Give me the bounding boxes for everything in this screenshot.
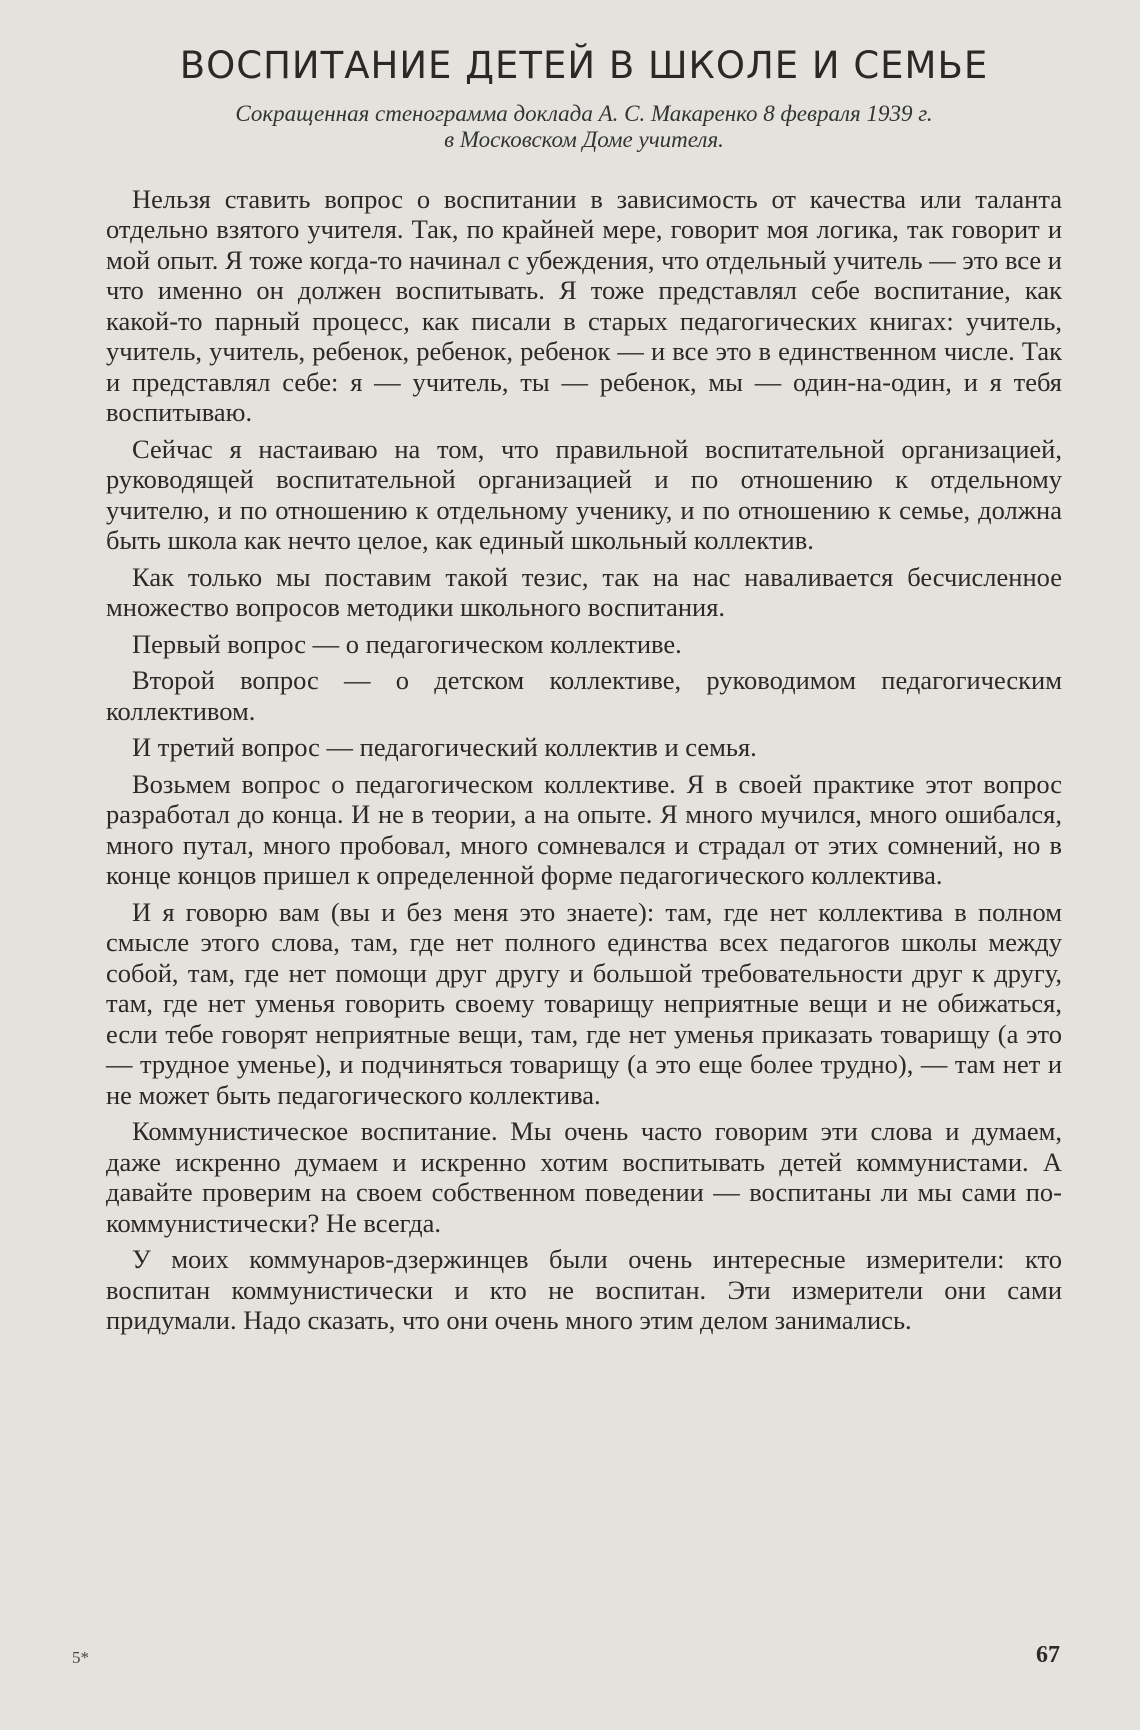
paragraph: Сейчас я настаиваю на том, что правильной воспитательной организацией, руководящей воспитательной организацией и по отношению к отдельному учителю, и по отношению к отдельному ученику, и по отношению к семье, должна быть школа как нечто целое, как единый школьный коллектив. — [106, 433, 1062, 556]
page-number: 67 — [1036, 1642, 1060, 1668]
paragraph: Первый вопрос — о педагогическом коллективе. — [132, 628, 682, 659]
subtitle-line-1: Сокращенная стенограмма доклада А. С. Макаренко 8 февраля 1939 г. — [235, 101, 933, 126]
paragraph: И третий вопрос — педагогический коллектив и семья. — [132, 732, 757, 763]
article-subtitle — [106, 101, 1062, 154]
paragraph: Нельзя ставить вопрос о воспитании в зависимость от качества или таланта отдельно взятого учителя. Так, по крайней мере, говорит моя логика, так говорит и мой опыт. Я тоже когда-то начинал с убеждения, что отдельный учитель — это все и что именно он должен воспитывать. Я тоже представлял себе воспитание, как какой-то парный процесс, как писали в старых педагогических книгах: учитель, учитель, учитель, ребенок, ребенок, ребенок — и все это в единственном числе. Так и представлял себе: я — учитель, ты — ребенок, мы — один-на-один, и я тебя воспитываю. — [106, 183, 1062, 428]
paragraph: Возьмем вопрос о педагогическом коллективе. Я в своей практике этот вопрос разработал до конца. И не в теории, а на опыте. Я много мучился, много ошибался, много путал, много пробовал, много сомневался и страдал от этих сомнений, но в конце концов пришел к определенной форме педагогического коллектива. — [106, 768, 1062, 891]
paragraph: Как только мы поставим такой тезис, так на нас наваливается бесчисленное множество вопросов методики школьного воспитания. — [106, 561, 1062, 623]
paragraph: И я говорю вам (вы и без меня это знаете): там, где нет коллектива в полном смысле этого слова, там, где нет полного единства всех педагогов школы между собой, там, где нет помощи друг другу и большой требовательности друг к другу, там, где нет уменья говорить своему товарищу неприятные вещи и не обижаться, если тебе говорят неприятные вещи, там, где нет уменья приказать товарищу (а это — трудное уменье), и подчиняться товарищу (а это еще более трудно), — там нет и не может быть педагогического коллектива. — [106, 896, 1062, 1110]
paragraph: У моих коммунаров-дзержинцев были очень интересные измерители: кто воспитан коммунистически и кто не воспитан. Эти измерители они сами придумали. Надо сказать, что они очень много этим делом занимались. — [106, 1244, 1062, 1336]
paragraph: Второй вопрос — о детском коллективе, руководимом педагогическим коллективом. — [106, 665, 1062, 726]
article-title: ВОСПИТАНИЕ ДЕТЕЙ В ШКОЛЕ И СЕМЬЕ — [179, 44, 989, 87]
paragraph: Коммунистическое воспитание. Мы очень часто говорим эти слова и думаем, даже искренно думаем и искренно хотим воспитывать детей коммунистами. А давайте проверим на своем собственном поведении — воспитаны ли мы сами по-коммунистически? Не всегда. — [106, 1116, 1062, 1238]
subtitle-line-2: в Московском Доме учителя. — [444, 127, 724, 153]
article-body — [106, 184, 1062, 1336]
page-footer — [72, 1642, 1060, 1678]
printer-signature: 5* — [72, 1648, 89, 1667]
